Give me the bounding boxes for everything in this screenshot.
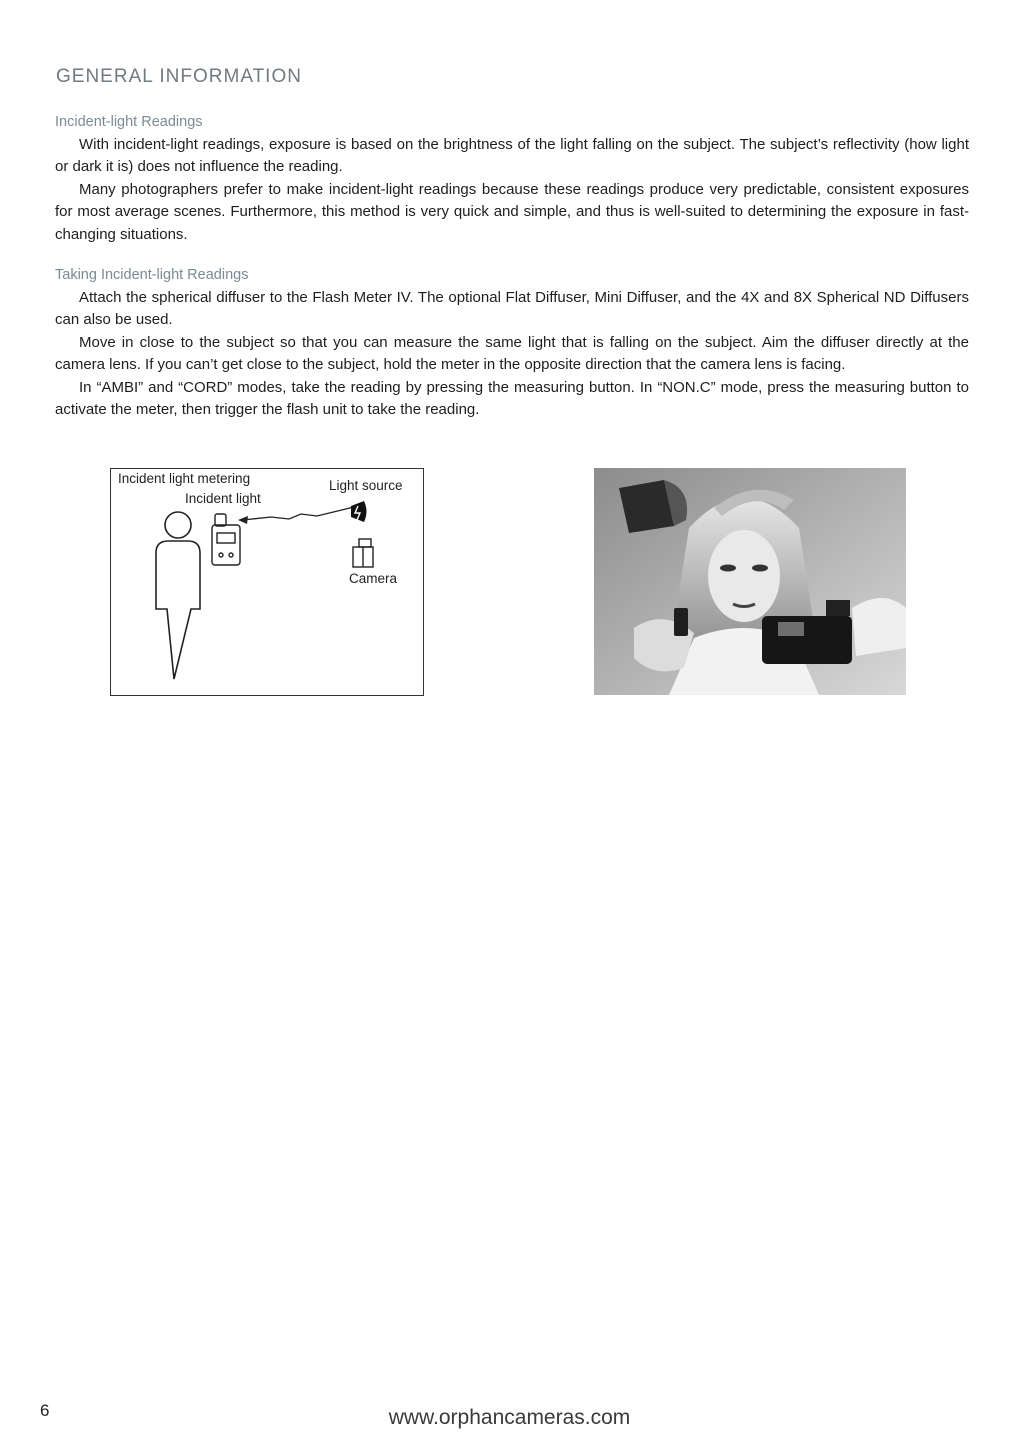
paragraph: With incident-light readings, exposure is based on the brightness of the light falling on the subject. The subject’s reflectivity (how light or dark it is) does not influence the reading. bbox=[55, 136, 969, 176]
photo-illustration bbox=[594, 468, 906, 695]
person-figure bbox=[156, 512, 200, 679]
flash-meter-icon bbox=[212, 514, 240, 565]
light-source-label: Light source bbox=[329, 478, 403, 493]
paragraph: In “AMBI” and “CORD” modes, take the reading by pressing the measuring button. In “NON.C” mode, press the measuring button to activate the meter, then trigger the flash unit to take the reading. bbox=[55, 378, 969, 419]
section-taking-incident-light-readings bbox=[55, 265, 969, 421]
paragraph: Attach the spherical diffuser to the Flash Meter IV. The optional Flat Diffuser, Mini Diffuser, and the 4X and 8X Spherical ND Diffusers can also be used. bbox=[55, 289, 969, 329]
photo-model-with-meter bbox=[594, 468, 906, 695]
light-source-icon bbox=[351, 501, 367, 522]
incident-light-diagram bbox=[110, 468, 424, 696]
paragraph: Move in close to the subject so that you can measure the same light that is falling on the subject. Aim the diffuser directly at the camera lens. If you can’t get close to the subject, hold the meter in the opposite direction that the camera lens is facing. bbox=[55, 333, 969, 374]
paragraph: Many photographers prefer to make incident-light readings because these readings produce very predictable, consistent exposures for most average scenes. Furthermore, this method is very quick and simple, and thus is well-suited to determining the exposure in fast-changing situations. bbox=[55, 180, 969, 243]
section-incident-light-readings bbox=[55, 112, 969, 246]
diagram-title: Incident light metering bbox=[118, 471, 251, 486]
diagram-graphics bbox=[111, 469, 425, 697]
footer-url: www.orphancameras.com bbox=[388, 1406, 631, 1429]
camera-label: Camera bbox=[349, 571, 398, 586]
camera-icon bbox=[353, 539, 373, 567]
page-title: GENERAL INFORMATION bbox=[56, 66, 302, 87]
section-heading: Taking Incident-light Readings bbox=[55, 267, 249, 283]
arrowhead-icon bbox=[238, 516, 248, 524]
section-heading: Incident-light Readings bbox=[55, 114, 203, 130]
incident-light-arrow bbox=[243, 507, 354, 520]
incident-light-label: Incident light bbox=[185, 491, 261, 506]
page-number: 6 bbox=[40, 1401, 50, 1420]
